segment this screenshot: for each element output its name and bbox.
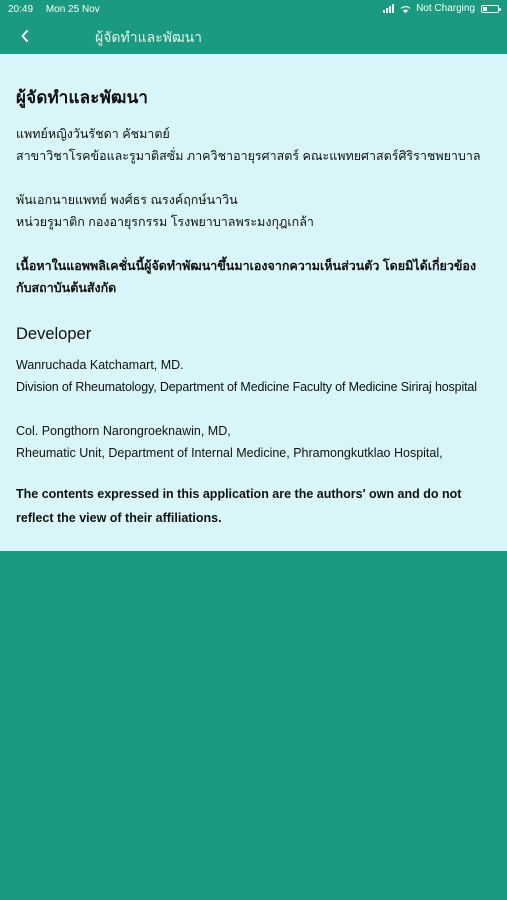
english-disclaimer: The contents expressed in this application are the authors' own and do not reflect the view of their affiliations. xyxy=(16,487,462,525)
nav-title: ผู้จัดทำและพัฒนา xyxy=(95,29,203,45)
english-person-2-name: Col. Pongthorn Narongroeknawin, MD, xyxy=(16,424,231,438)
english-person-1-affiliation: Division of Rheumatology, Department of Medicine Faculty of Medicine Siriraj hospital xyxy=(16,380,477,394)
english-person-2-affiliation: Rheumatic Unit, Department of Internal Medicine, Phramongkutklao Hospital, xyxy=(16,446,443,460)
chevron-left-icon xyxy=(21,30,29,42)
thai-person-1 xyxy=(16,123,491,167)
status-bar xyxy=(0,0,507,20)
english-person-1 xyxy=(16,354,491,398)
thai-person-2-affiliation: หน่วยรูมาติก กองอายุรกรรม โรงพยาบาลพระมงกุฎเกล้า xyxy=(16,215,314,229)
back-button[interactable] xyxy=(14,24,36,48)
nav-bar xyxy=(0,20,507,54)
signal-icon xyxy=(383,4,394,13)
english-person-2 xyxy=(16,420,491,464)
thai-person-2-name: พันเอกนายแพทย์ พงศ์ธร ณรงค์ฤกษ์นาวิน xyxy=(16,193,238,207)
english-heading: Developer xyxy=(16,325,92,343)
status-date: Mon 25 Nov xyxy=(45,4,100,15)
thai-disclaimer: เนื้อหาในแอพพลิเคชั่นนี้ผู้จัดทำพัฒนาขึ้นมาเองจากความเห็นส่วนตัว โดยมิได้เกี่ยวข้องกับสถาบันต้นสังกัด xyxy=(16,259,477,295)
thai-person-2 xyxy=(16,189,491,233)
wifi-icon xyxy=(400,5,410,13)
empty-background xyxy=(0,551,507,900)
thai-heading: ผู้จัดทำและพัฒนา xyxy=(16,88,149,107)
credits-panel xyxy=(0,54,507,551)
english-person-1-name: Wanruchada Katchamart, MD. xyxy=(16,358,184,372)
status-time: 20:49 xyxy=(8,4,34,15)
status-left xyxy=(8,4,110,15)
battery-icon xyxy=(481,5,499,13)
thai-person-1-name: แพทย์หญิงวันรัชดา คัชมาตย์ xyxy=(16,127,170,141)
status-right xyxy=(383,3,499,14)
thai-person-1-affiliation: สาขาวิชาโรคข้อและรูมาติสซั่ม ภาควิชาอายุรศาสตร์ คณะแพทยศาสตร์ศิริราชพยาบาล xyxy=(16,149,481,163)
charging-status: Not Charging xyxy=(416,3,475,14)
